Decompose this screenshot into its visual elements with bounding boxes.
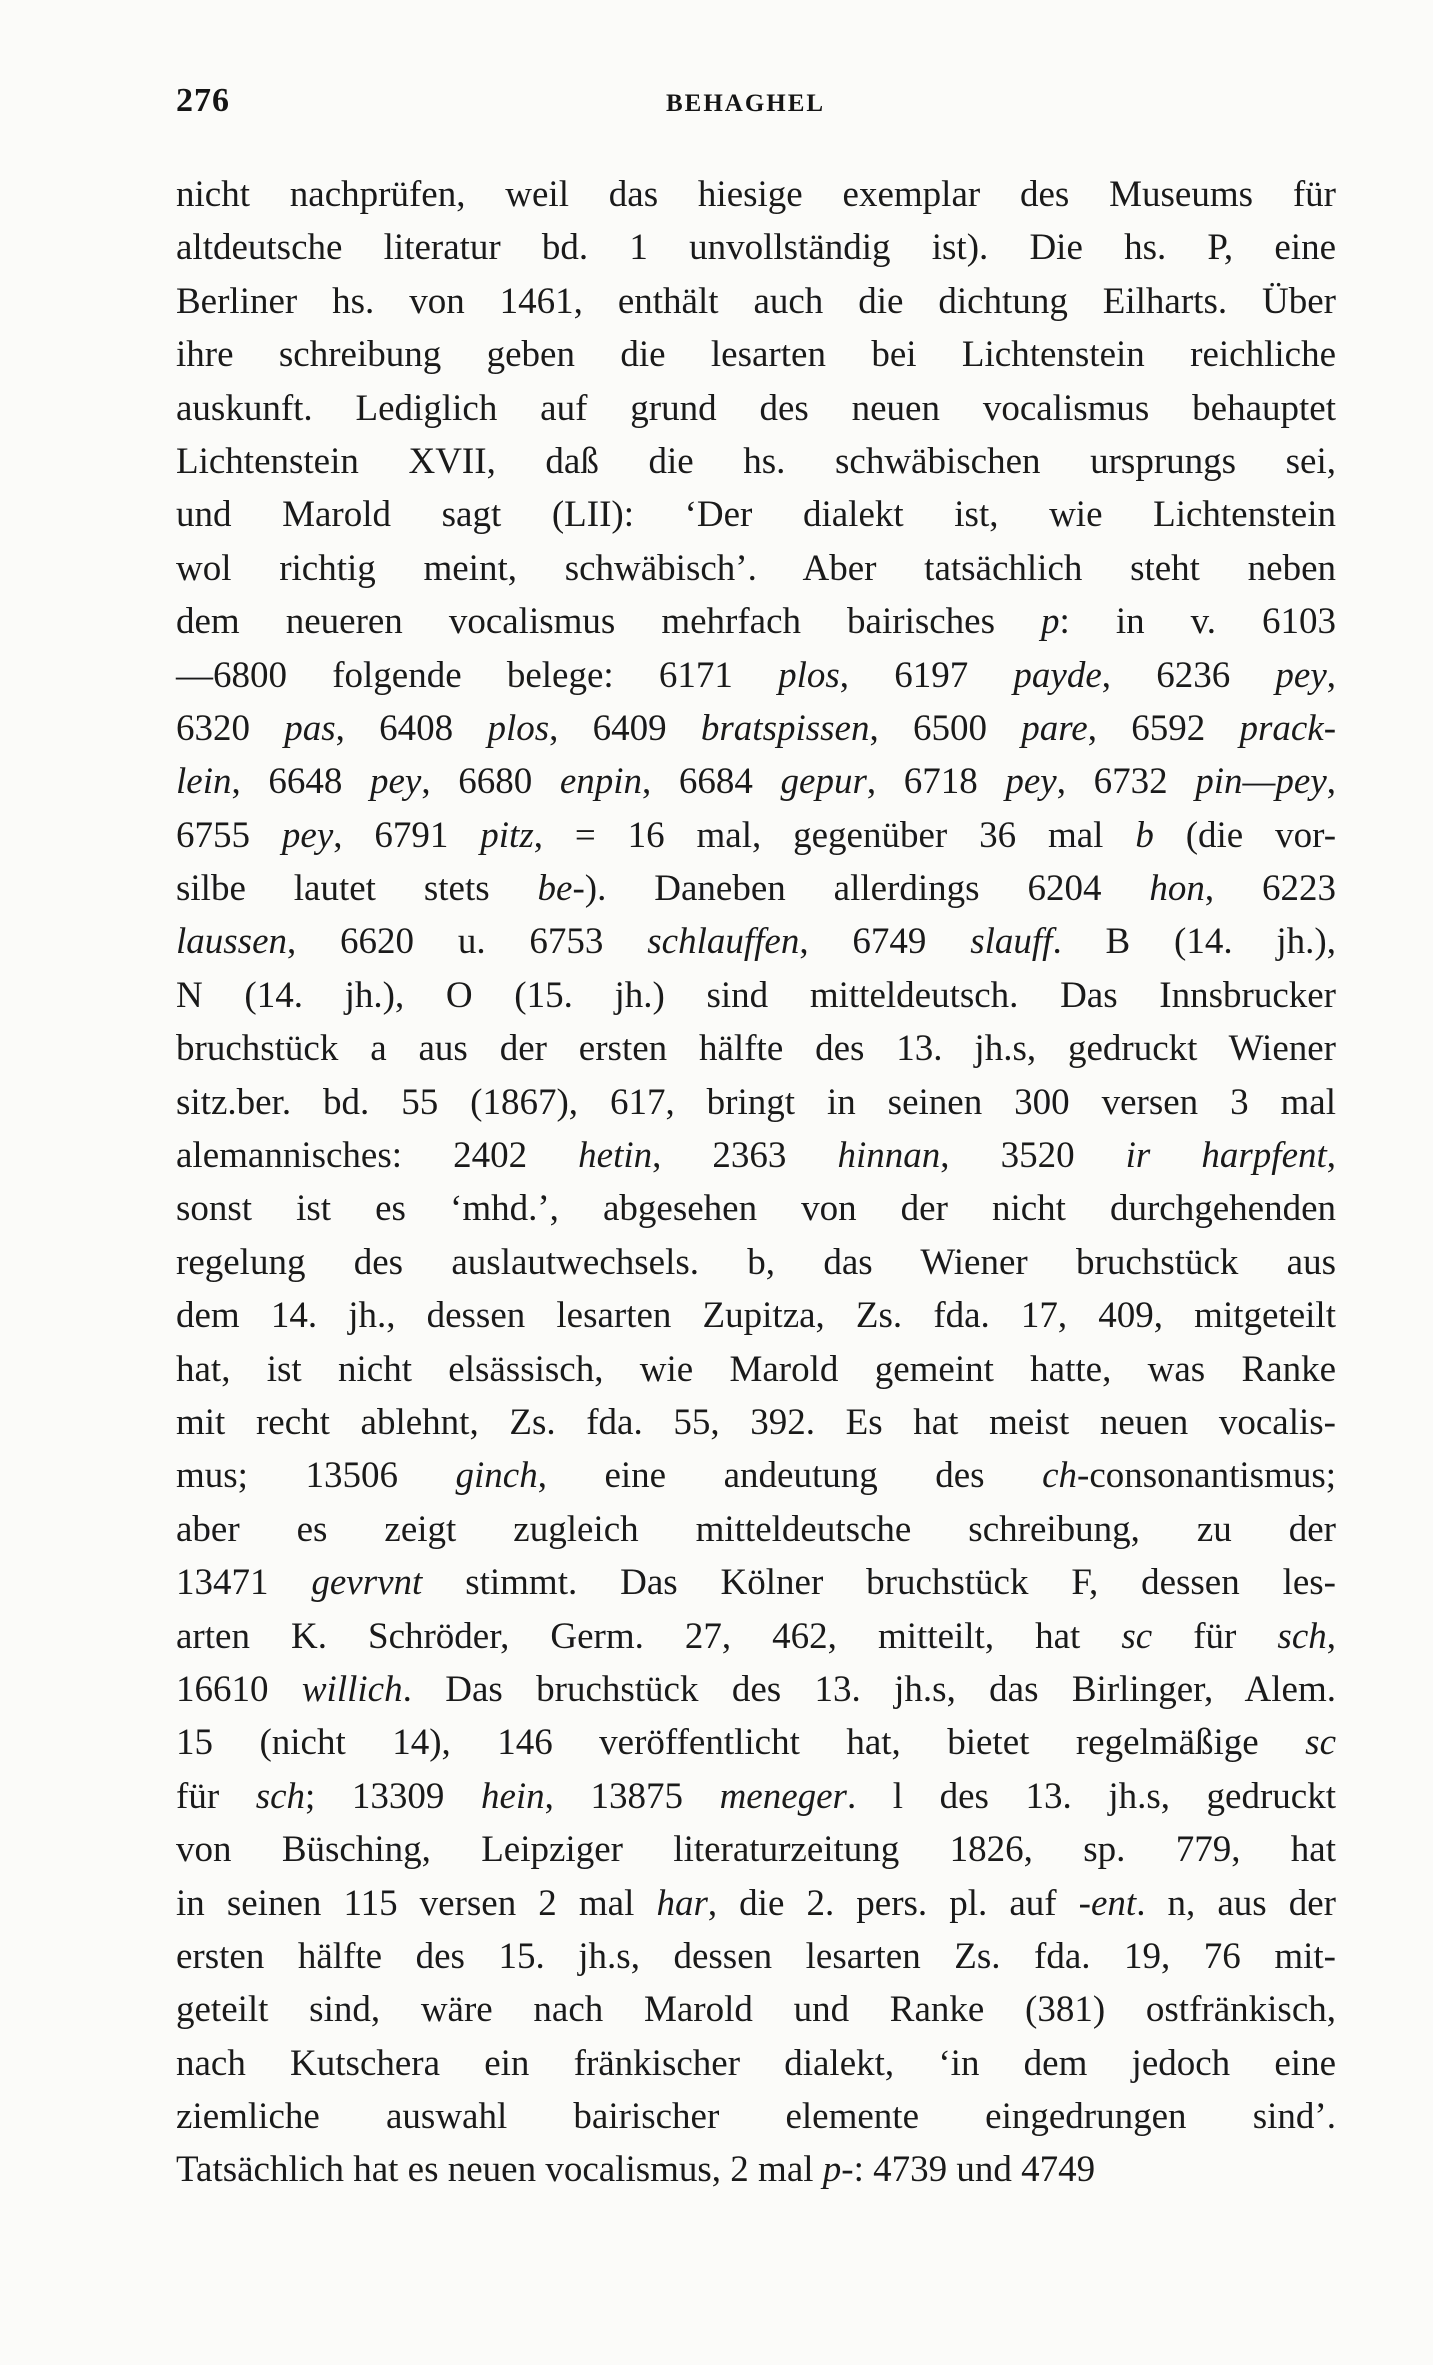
text-line: ersten hälfte des 15. jh.s, dessen lesarten Zs. fda. 19, 76 mit- [176,1935,1336,1977]
italic-term: enpin [559,761,643,803]
text-line: auskunft. Lediglich auf grund des neuen vocalismus behauptet [176,387,1336,429]
text-line: 6320 pas, 6408 plos, 6409 bratspissen, 6500 pare, 6592 prack- [176,707,1337,749]
text-line: Tatsächlich hat es neuen vocalismus, 2 mal p-: 4739 und 4749 [176,2149,1096,2191]
running-head [176,82,1336,132]
text-line: 6755 pey, 6791 pitz, = 16 mal, gegenüber 36 mal b (die vor- [176,814,1337,856]
text-line: altdeutsche literatur bd. 1 unvollständig ist). Die hs. P, eine [176,227,1336,269]
text-line: dem neueren vocalismus mehrfach bairisches p: in v. 6103 [176,601,1336,643]
italic-term: laussen [176,921,287,963]
text-line: N (14. jh.), O (15. jh.) sind mitteldeutsch. Das Innsbrucker [176,974,1336,1016]
italic-term: sch [1277,1615,1327,1657]
italic-term: ginch [455,1455,538,1497]
italic-term: har [656,1882,708,1924]
italic-term: ir harpfent [1125,1135,1327,1177]
text-line: lein, 6648 pey, 6680 enpin, 6684 gepur, 6718 pey, 6732 pin—pey, [176,761,1337,803]
text-line: 16610 willich. Das bruchstück des 13. jh.s, das Birlinger, Alem. [176,1668,1336,1710]
text-line: geteilt sind, wäre nach Marold und Ranke (381) ostfränkisch, [176,1989,1336,2031]
italic-term: pey [281,814,334,856]
text-line: sonst ist es ‘mhd.’, abgesehen von der nicht durchgehenden [176,1188,1336,1230]
italic-term: plos [487,707,550,749]
text-line: aber es zeigt zugleich mitteldeutsche schreibung, zu der [176,1508,1336,1550]
text-line: ziemliche auswahl bairischer elemente eingedrungen sind’. [176,2096,1336,2138]
italic-term: p [822,2149,842,2191]
text-line: und Marold sagt (LII): ‘Der dialekt ist, wie Lichtenstein [176,494,1336,536]
italic-term: schlauffen [647,921,800,963]
text-line: mus; 13506 ginch, eine andeutung des ch-consonantismus; [176,1455,1336,1497]
text-line: hat, ist nicht elsässisch, wie Marold gemeint hatte, was Ranke [176,1348,1336,1390]
italic-term: pey [369,761,422,803]
italic-term: pey [1275,654,1327,696]
italic-term: pas [284,707,336,749]
italic-term: pey [1005,761,1057,803]
italic-term: ch [1042,1455,1078,1497]
text-line: ihre schreibung geben die lesarten bei Lichtenstein reichliche [176,334,1336,376]
text-line: sitz.ber. bd. 55 (1867), 617, bringt in seinen 300 versen 3 mal [176,1081,1336,1123]
italic-term: sch [255,1775,306,1817]
text-line: nicht nachprüfen, weil das hiesige exemplar des Museums für [176,174,1336,215]
text-line: regelung des auslautwechsels. b, das Wiener bruchstück aus [176,1241,1336,1283]
italic-term: hon [1149,868,1205,910]
italic-term: gepur [780,761,867,803]
italic-term: payde [1013,654,1102,696]
italic-term: sc [1305,1722,1336,1764]
text-line: laussen, 6620 u. 6753 schlauffen, 6749 slauff. B (14. jh.), [176,921,1337,963]
text-line: mit recht ablehnt, Zs. fda. 55, 392. Es hat meist neuen vocalis- [176,1401,1336,1443]
text-line: silbe lautet stets be-). Daneben allerdings 6204 hon, 6223 [176,868,1337,910]
text-line: 13471 gevrvnt stimmt. Das Kölner bruchstück F, dessen les- [176,1562,1337,1604]
italic-term: hetin [578,1135,653,1177]
text-line: Lichtenstein XVII, daß die hs. schwäbischen ursprungs sei, [176,440,1336,482]
italic-term: pare [1021,707,1088,749]
italic-term: slauff [970,921,1053,963]
text-line: alemannisches: 2402 hetin, 2363 hinnan, 3520 ir harpfent, [176,1135,1337,1177]
running-title: BEHAGHEL [666,90,826,117]
page-number: 276 [176,82,230,119]
text-line: dem 14. jh., dessen lesarten Zupitza, Zs. fda. 17, 409, mitgeteilt [176,1295,1336,1337]
text-line: arten K. Schröder, Germ. 27, 462, mitteilt, hat sc für sch, [176,1615,1336,1657]
italic-term: -ent [1078,1882,1137,1924]
text-line: in seinen 115 versen 2 mal har, die 2. pers. pl. auf -ent. n, aus der [176,1882,1336,1924]
italic-term: bratspissen [700,707,870,749]
italic-term: gevrvnt [311,1562,423,1604]
italic-term: p [1041,601,1060,643]
text-line: von Büsching, Leipziger literaturzeitung 1826, sp. 779, hat [176,1829,1336,1871]
text-line: für sch; 13309 hein, 13875 meneger. l des 13. jh.s, gedruckt [176,1775,1337,1817]
italic-term: prack- [1239,707,1337,749]
italic-term: pin—pey [1195,761,1327,803]
italic-term: lein [176,761,232,803]
text-line: nach Kutschera ein fränkischer dialekt, ‘in dem jedoch eine [176,2042,1336,2084]
text-line: wol richtig meint, schwäbisch’. Aber tatsächlich steht neben [176,547,1336,589]
italic-term: b [1135,814,1154,856]
italic-term: be- [537,868,585,910]
body-text [176,168,1336,2197]
italic-term: hein [480,1775,545,1817]
text-line: 15 (nicht 14), 146 veröffentlicht hat, bietet regelmäßige sc [176,1722,1336,1764]
italic-term: plos [778,654,840,696]
italic-term: pitz [480,814,534,856]
italic-term: sc [1121,1615,1153,1657]
text-line: bruchstück a aus der ersten hälfte des 13. jh.s, gedruckt Wiener [176,1028,1336,1070]
text-line: Berliner hs. von 1461, enthält auch die dichtung Eilharts. Über [176,280,1336,322]
text-line: —6800 folgende belege: 6171 plos, 6197 payde, 6236 pey, [176,654,1336,696]
italic-term: meneger [719,1775,847,1817]
italic-term: willich [301,1668,403,1710]
italic-term: hinnan [837,1135,941,1177]
